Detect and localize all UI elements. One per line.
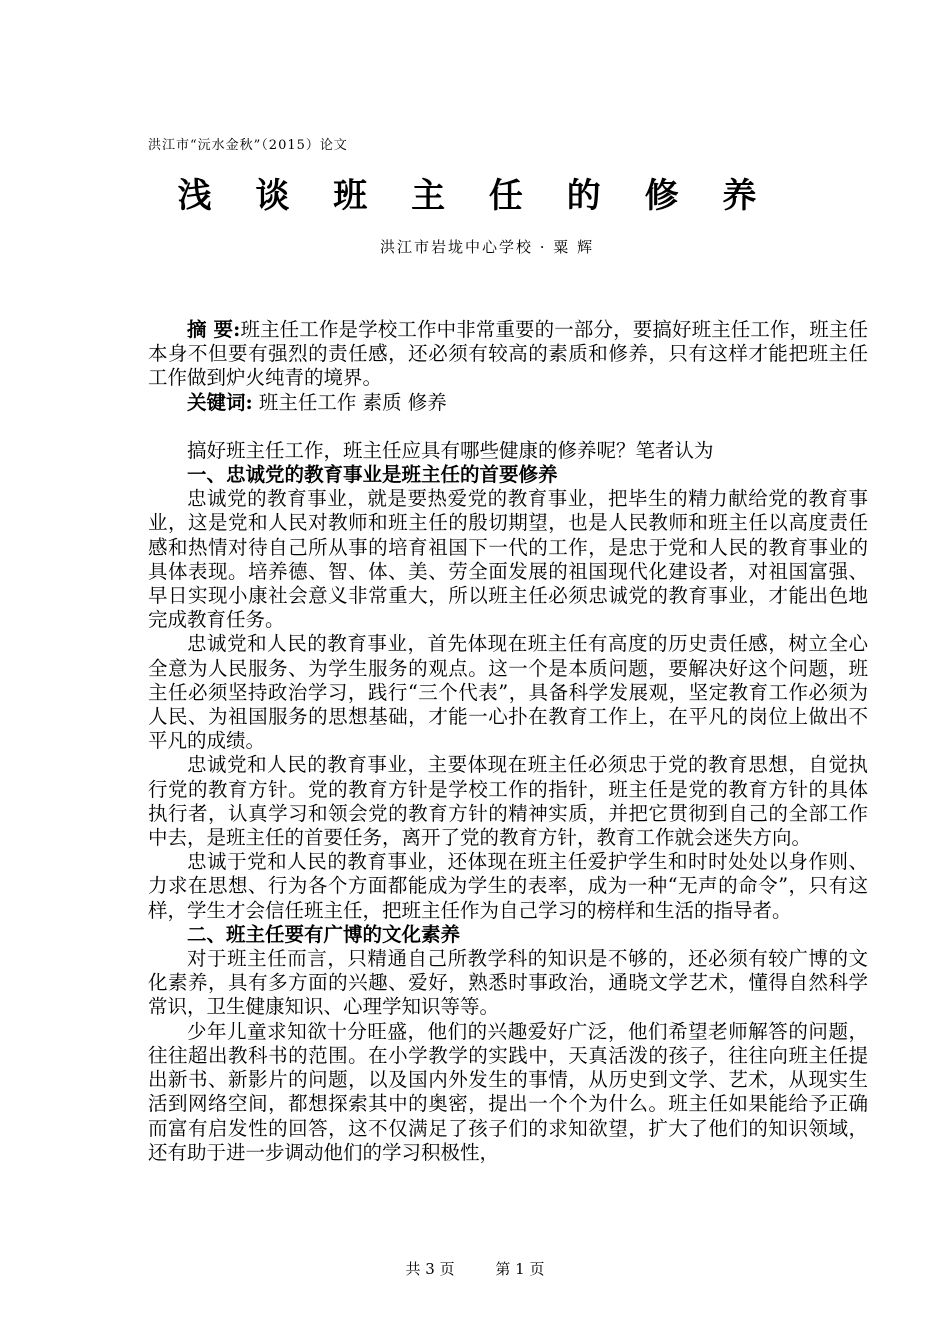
page-title: 浅 谈 班 主 任 的 修 养	[177, 176, 773, 216]
section-1-paragraph: 忠诚党和人民的教育事业，首先体现在班主任有高度的历史责任感，树立全心全意为人民服务、为学生服务的观点。这一个是本质问题，要解决好这个问题，班主任必须坚持政治学习，践行“三个代表”，具备科学发展观，坚定教育工作必须为人民、为祖国服务的思想基础，才能一心扑在教育工作上，在平凡的岗位上做出不平凡的成绩。	[148, 632, 868, 753]
document-header: 洪江市“沅水金秋”（2015）论文	[148, 138, 348, 153]
total-pages: 共 3 页	[405, 1260, 455, 1278]
section-1-paragraph: 忠诚党的教育事业，就是要热爱党的教育事业，把毕生的精力献给党的教育事业，这是党和人民对教师和班主任的殷切期望，也是人民教师和班主任以高度责任感和热情对待自己所从事的培育祖国下一代的工作，是忠于党和人民的教育事业的具体表现。培养德、智、体、美、劳全面发展的祖国现代化建设者，对祖国富强、早日实现小康社会意义非常重大，所以班主任必须忠诚党的教育事业，才能出色地完成教育任务。	[148, 487, 868, 632]
abstract-paragraph	[148, 318, 868, 391]
keywords-text: 班主任工作 素质 修养	[258, 390, 447, 414]
section-2-paragraph: 少年儿童求知欲十分旺盛，他们的兴趣爱好广泛，他们希望老师解答的问题，往往超出教科书的范围。在小学教学的实践中，天真活泼的孩子，往往向班主任提出新书、新影片的问题，以及国内外发生的事情，从历史到文学、艺术，从现实生活到网络空间，都想探索其中的奥密，提出一个个为什么。班主任如果能给予正确而富有启发性的回答，这不仅满足了孩子们的求知欲望，扩大了他们的知识领域，还有助于进一步调动他们的学习积极性，	[148, 1019, 868, 1164]
section-2-heading: 二、班主任要有广博的文化素养	[187, 922, 461, 946]
section-2-paragraph: 对于班主任而言，只精通自己所教学科的知识是不够的，还必须有较广博的文化素养，具有多方面的兴趣、爱好，熟悉时事政治，通晓文学艺术，懂得自然科学常识，卫生健康知识、心理学知识等等。	[148, 947, 868, 1019]
document-body	[148, 318, 868, 1165]
section-1-paragraph: 忠诚于党和人民的教育事业，还体现在班主任爱护学生和时时处处以身作则、力求在思想、行为各个方面都能成为学生的表率，成为一种“无声的命令”，只有这样，学生才会信任班主任，把班主任作为自己学习的榜样和生活的指导者。	[148, 850, 868, 922]
abstract-text: 班主任工作是学校工作中非常重要的一部分，要搞好班主任工作，班主任本身不但要有强烈的责任感，还必须有较高的素质和修养，只有这样才能把班主任工作做到炉火纯青的境界。	[148, 318, 868, 390]
page-footer	[0, 1258, 950, 1279]
abstract-label: 摘 要:	[187, 318, 241, 341]
spacer	[148, 415, 868, 439]
intro-paragraph: 搞好班主任工作，班主任应具有哪些健康的修养呢？笔者认为	[187, 438, 714, 462]
author-line: 洪江市岩垅中心学校 · 粟 辉	[380, 238, 595, 256]
current-page: 第 1 页	[495, 1260, 545, 1278]
keywords-label: 关键词:	[187, 390, 253, 414]
section-1-paragraph: 忠诚党和人民的教育事业，主要体现在班主任必须忠于党的教育思想，自觉执行党的教育方针。党的教育方针是学校工作的指针，班主任是党的教育方针的具体执行者，认真学习和领会党的教育方针的精神实质，并把它贯彻到自己的全部工作中去，是班主任的首要任务，离开了党的教育方针，教育工作就会迷失方向。	[148, 753, 868, 850]
section-1-heading: 一、忠诚党的教育事业是班主任的首要修养	[187, 463, 558, 487]
keywords-paragraph	[148, 391, 868, 415]
